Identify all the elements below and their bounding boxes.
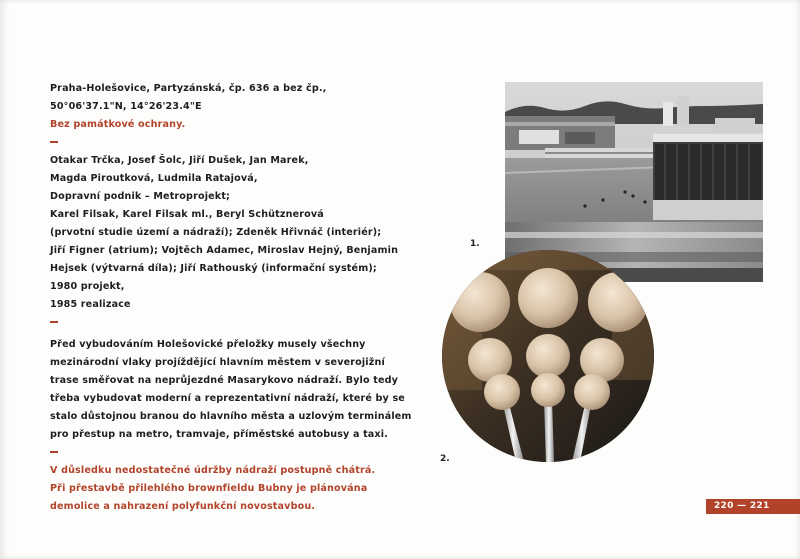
credits-line: 1980 projekt,: [50, 281, 125, 292]
credits-line: Magda Piroutková, Ludmila Ratajová,: [50, 173, 258, 184]
page-number-badge: 220 — 221: [706, 499, 800, 514]
credits-line: 1985 realizace: [50, 299, 131, 310]
warning-line: V důsledku nedostatečné údržby nádraží postupně chátrá.: [50, 465, 376, 476]
address-line: Praha-Holešovice, Partyzánská, čp. 636 a bez čp.,: [50, 83, 327, 94]
credits-line: (prvotní studie území a nádraží); Zdeněk Hřivnáč (interiér);: [50, 227, 382, 238]
warning-line: Při přestavbě přilehlého brownfieldu Bubny je plánována: [50, 483, 368, 494]
coordinates-line: 50°06'37.1"N, 14°26'23.4"E: [50, 101, 202, 112]
credits-line: Hejsek (výtvarná díla); Jiří Rathouský (informační systém);: [50, 263, 377, 274]
separator-dash: [50, 134, 410, 152]
protection-status: Bez památkové ochrany.: [50, 119, 186, 130]
figure-label-1: 1.: [470, 239, 480, 249]
credits-line: Jiří Figner (atrium); Vojtěch Adamec, Miroslav Hejný, Benjamin: [50, 245, 399, 256]
description-line: trase směřovat na neprůjezdné Masarykovo nádraží. Bylo tedy: [50, 375, 399, 386]
separator-dash: [50, 314, 410, 332]
credits-line: Dopravní podnik – Metroprojekt;: [50, 191, 231, 202]
description-line: mezinárodní vlaky projíždějící hlavním městem v severojižní: [50, 357, 385, 368]
warning-line: demolice a nahrazení polyfunkční novostavbou.: [50, 501, 316, 512]
credits-line: Karel Filsak, Karel Filsak ml., Beryl Schütznerová: [50, 209, 324, 220]
description-line: Před vybudováním Holešovické přeložky musely všechny: [50, 339, 366, 350]
description-line: pro přestup na metro, tramvaje, příměstské autobusy a taxi.: [50, 429, 388, 440]
credits-line: Otakar Trčka, Josef Šolc, Jiří Dušek, Jan Marek,: [50, 155, 309, 166]
separator-dash: [50, 444, 410, 462]
lamps-photo: [442, 250, 654, 462]
description-line: třeba vybudovat moderní a reprezentativní nádraží, které by se: [50, 393, 405, 404]
figure-label-2: 2.: [440, 454, 450, 464]
text-column: [50, 80, 410, 516]
description-line: stalo důstojnou branou do hlavního města a uzlovým terminálem: [50, 411, 412, 422]
